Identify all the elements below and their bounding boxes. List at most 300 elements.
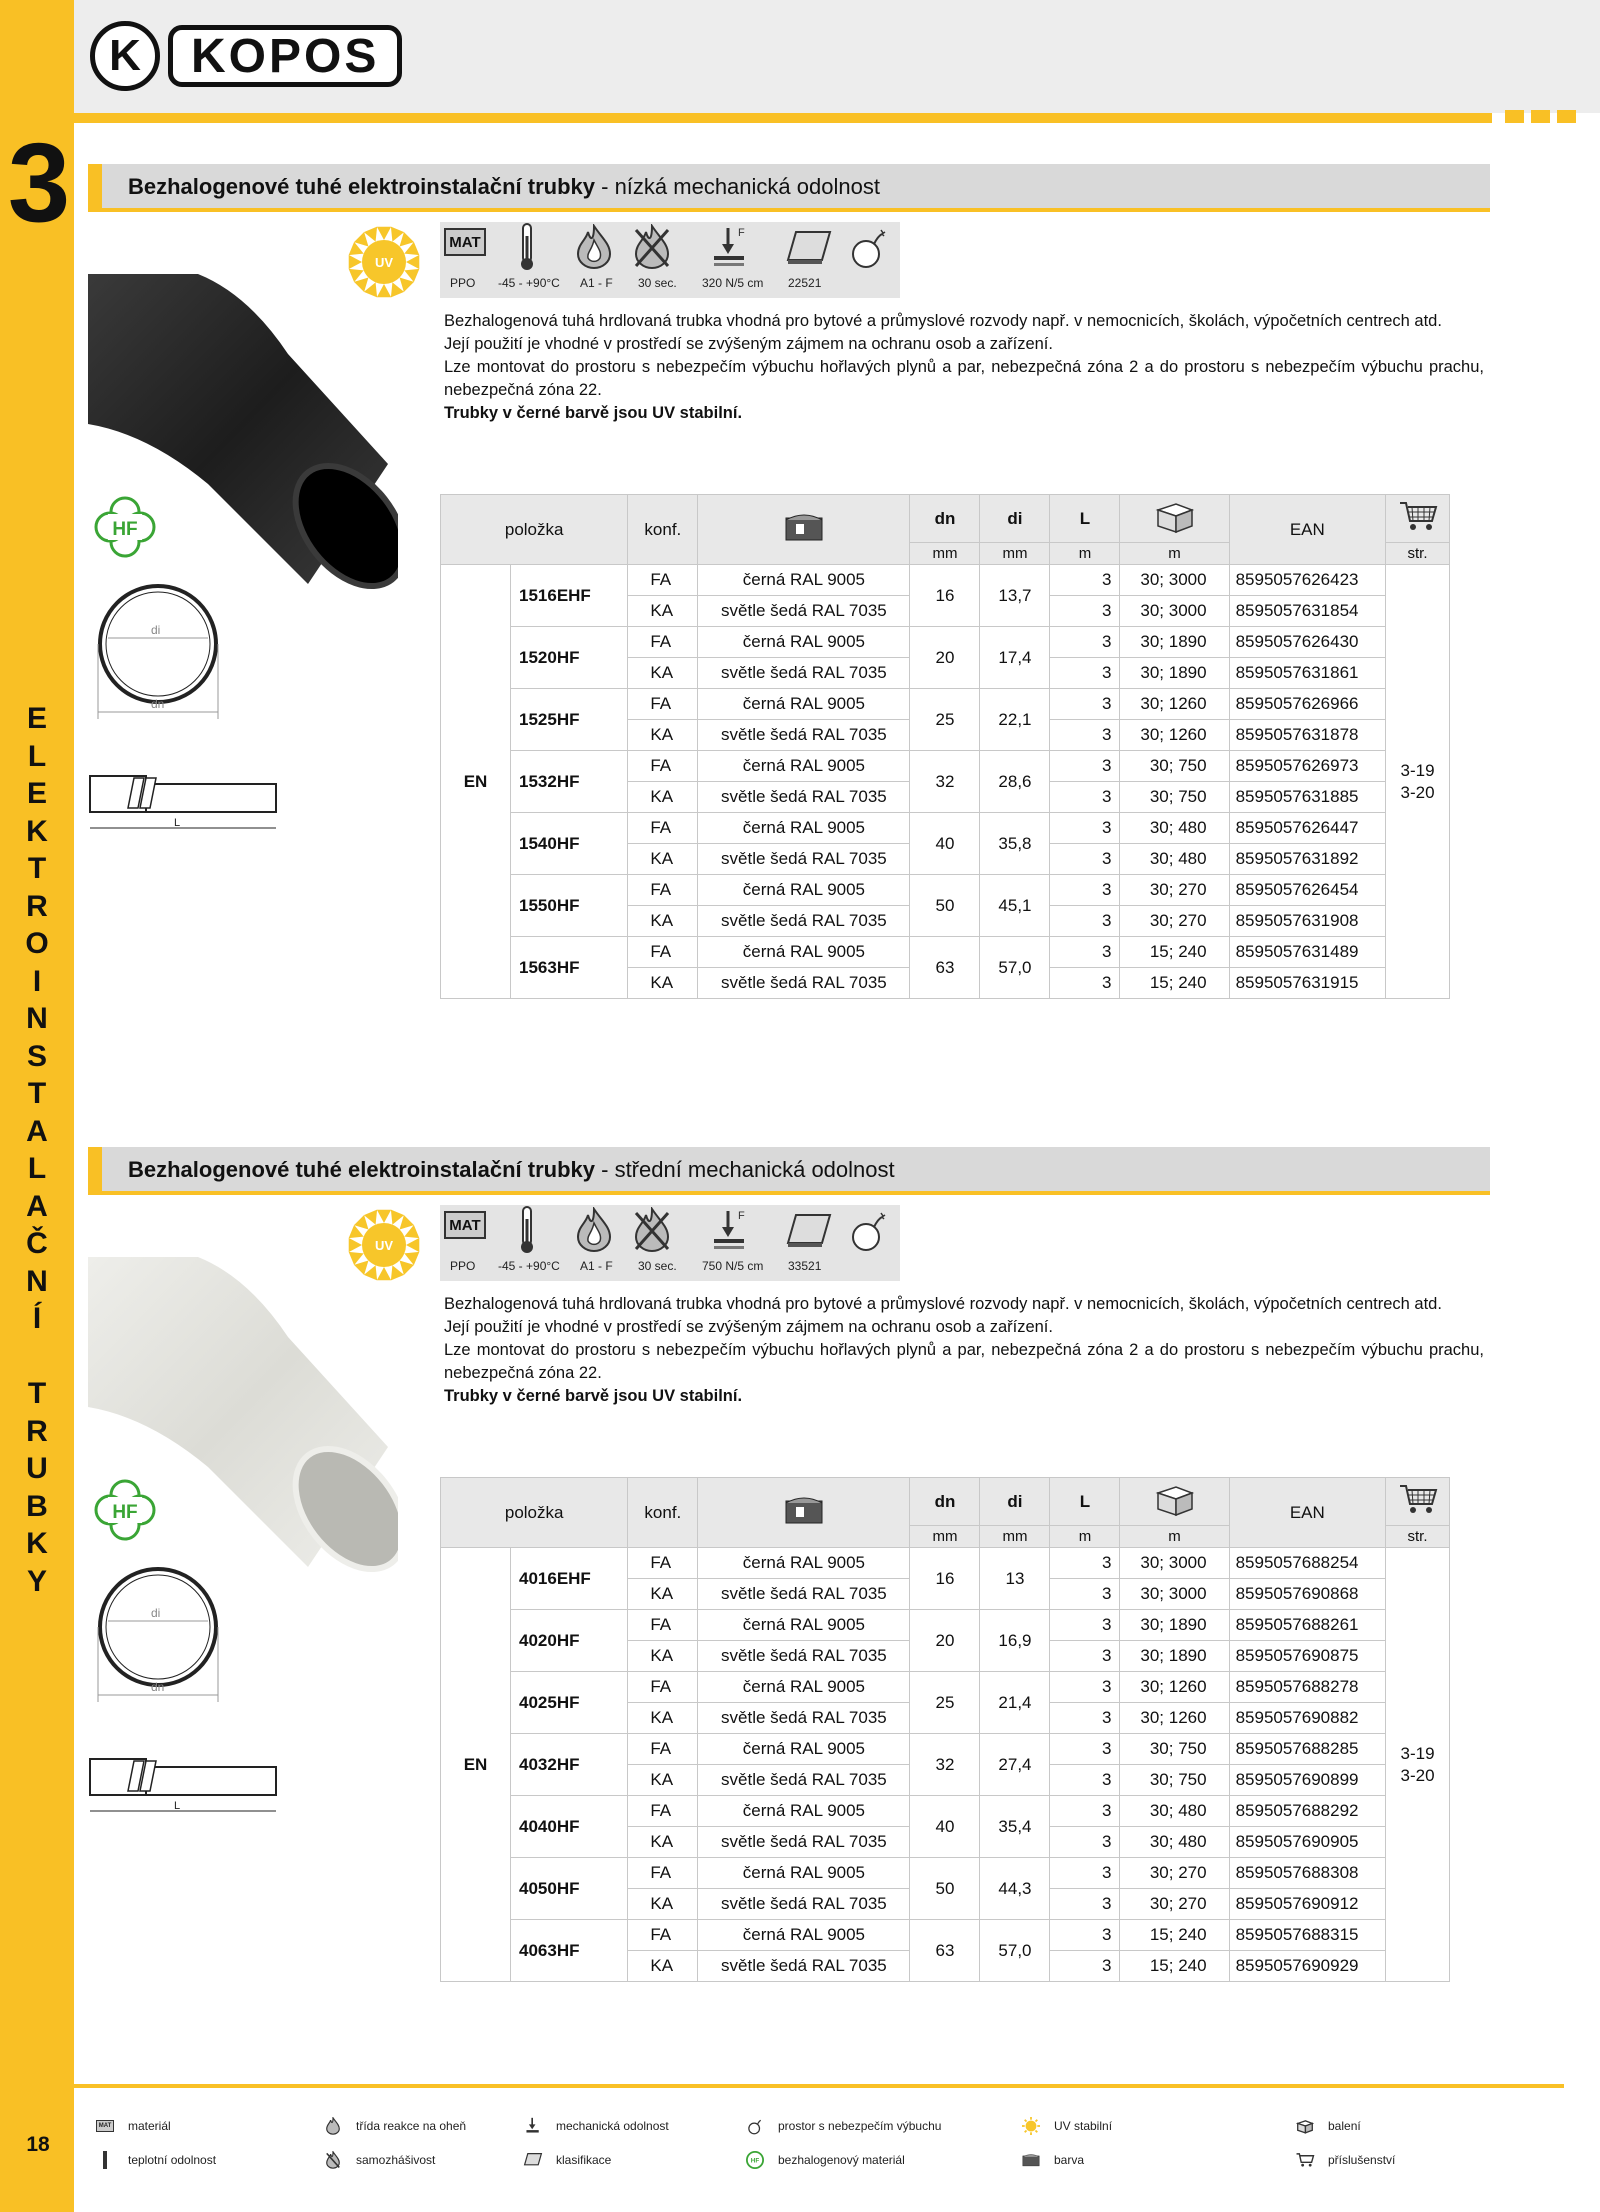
- col-header-item: položka: [441, 1478, 628, 1548]
- diagram-label-dn: dn: [151, 1680, 165, 1694]
- ean-cell: 8595057688315: [1229, 1920, 1385, 1951]
- legend-item: [322, 2150, 435, 2170]
- col-header-dn: dn: [910, 1478, 980, 1526]
- color-cell: černá RAL 9005: [698, 1858, 910, 1889]
- vertical-title-letter: A: [26, 1114, 48, 1148]
- unit-page: str.: [1386, 543, 1450, 565]
- table-row: [441, 813, 1450, 844]
- uv-stable-icon: [346, 1207, 422, 1283]
- length-cell: 3: [1050, 813, 1120, 844]
- halogen-free-icon: [92, 1477, 158, 1543]
- pack-cell: 30; 3000: [1120, 565, 1229, 596]
- unit-l: m: [1050, 1526, 1120, 1548]
- pack-cell: 30; 480: [1120, 1827, 1229, 1858]
- length-cell: 3: [1050, 658, 1120, 689]
- chapter-vertical-title: [14, 700, 60, 1600]
- di-cell: 17,4: [980, 627, 1050, 689]
- table-row: [441, 1672, 1450, 1703]
- chapter-number: 3: [7, 120, 71, 245]
- color-cell: černá RAL 9005: [698, 565, 910, 596]
- konf-cell: FA: [628, 1610, 698, 1641]
- table-row: [441, 937, 1450, 968]
- color-cell: světle šedá RAL 7035: [698, 1703, 910, 1734]
- svg-text:UV: UV: [374, 255, 394, 270]
- vertical-title-letter: R: [26, 1414, 48, 1448]
- ean-cell: 8595057626447: [1229, 813, 1385, 844]
- legend-item: [744, 2150, 905, 2170]
- table-row: [441, 1610, 1450, 1641]
- ean-cell: 8595057688254: [1229, 1548, 1385, 1579]
- length-cell: 3: [1050, 1765, 1120, 1796]
- length-cell: 3: [1050, 1548, 1120, 1579]
- sun-icon: [1020, 2116, 1042, 2136]
- length-cell: 3: [1050, 1951, 1120, 1982]
- unit-pack: m: [1120, 543, 1229, 565]
- cart-icon: [1294, 2150, 1316, 2170]
- footer-accent-line: [74, 2084, 1564, 2088]
- konf-cell: FA: [628, 627, 698, 658]
- flame-crossed-icon: [322, 2150, 344, 2170]
- di-cell: 57,0: [980, 1920, 1050, 1982]
- unit-dn: mm: [910, 1526, 980, 1548]
- legend-label: mechanická odolnost: [556, 2119, 669, 2133]
- length-cell: 3: [1050, 720, 1120, 751]
- property-value: 22521: [788, 276, 822, 290]
- product-description: [444, 1293, 1484, 1408]
- color-cell: světle šedá RAL 7035: [698, 658, 910, 689]
- ean-cell: 8595057690905: [1229, 1827, 1385, 1858]
- flame-icon: [574, 224, 614, 275]
- length-cell: 3: [1050, 1827, 1120, 1858]
- length-cell: 3: [1050, 627, 1120, 658]
- pack-cell: 30; 270: [1120, 1858, 1229, 1889]
- pack-cell: 30; 1260: [1120, 1703, 1229, 1734]
- vertical-title-letter: L: [27, 1152, 47, 1185]
- length-cell: 3: [1050, 937, 1120, 968]
- property-value: PPO: [450, 276, 476, 290]
- legend-item: [94, 2150, 216, 2170]
- col-header-konf: konf.: [628, 495, 698, 565]
- konf-cell: FA: [628, 875, 698, 906]
- di-cell: 27,4: [980, 1734, 1050, 1796]
- property-value: A1 - F: [580, 1259, 613, 1273]
- property-value: PPO: [450, 1259, 476, 1273]
- header-accent-line: [74, 113, 1492, 123]
- section-title: [128, 1157, 895, 1183]
- item-code: 1525HF: [511, 689, 628, 751]
- product-section-medium: [74, 1147, 1600, 2027]
- ean-cell: 8595057688292: [1229, 1796, 1385, 1827]
- unit-l: m: [1050, 543, 1120, 565]
- norm-cell: EN: [441, 565, 511, 999]
- col-header-di: di: [980, 1478, 1050, 1526]
- di-cell: 35,4: [980, 1796, 1050, 1858]
- ean-cell: 8595057626973: [1229, 751, 1385, 782]
- pack-cell: 30; 1260: [1120, 720, 1229, 751]
- length-cell: 3: [1050, 1579, 1120, 1610]
- length-cell: 3: [1050, 1889, 1120, 1920]
- col-header-ean: EAN: [1229, 1478, 1385, 1548]
- vertical-title-letter: N: [26, 1264, 48, 1298]
- item-code: 4016EHF: [511, 1548, 628, 1610]
- legend-label: příslušenství: [1328, 2153, 1396, 2167]
- length-cell: 3: [1050, 1672, 1120, 1703]
- section-title-bar: [88, 164, 1490, 212]
- thermometer-icon: [516, 222, 538, 277]
- pack-cell: 30; 3000: [1120, 596, 1229, 627]
- length-cell: 3: [1050, 1858, 1120, 1889]
- pack-cell: 30; 1890: [1120, 1641, 1229, 1672]
- color-cell: černá RAL 9005: [698, 937, 910, 968]
- page-ref: 3-19: [1400, 1743, 1435, 1763]
- vertical-title-letter: Í: [32, 1302, 42, 1335]
- ean-cell: 8595057690868: [1229, 1579, 1385, 1610]
- konf-cell: KA: [628, 782, 698, 813]
- section-title-rest: - nízká mechanická odolnost: [595, 174, 880, 199]
- pack-cell: 30; 480: [1120, 1796, 1229, 1827]
- hf-icon: [744, 2150, 766, 2170]
- legend-item: [94, 2116, 171, 2136]
- legend-label: UV stabilní: [1054, 2119, 1113, 2133]
- unit-di: mm: [980, 1526, 1050, 1548]
- impact-icon: [710, 1209, 750, 1258]
- ean-cell: 8595057688308: [1229, 1858, 1385, 1889]
- description-uv-note: Trubky v černé barvě jsou UV stabilní.: [444, 1387, 743, 1405]
- color-cell: černá RAL 9005: [698, 627, 910, 658]
- di-cell: 57,0: [980, 937, 1050, 999]
- col-header-l: L: [1050, 1478, 1120, 1526]
- item-code: 1520HF: [511, 627, 628, 689]
- konf-cell: KA: [628, 1765, 698, 1796]
- table-row: [441, 1548, 1450, 1579]
- dn-cell: 16: [910, 565, 980, 627]
- legend-item: [522, 2116, 669, 2136]
- vertical-title-letter: B: [26, 1489, 48, 1523]
- page-ref: 3-20: [1400, 1765, 1435, 1785]
- table-row: [441, 751, 1450, 782]
- ean-cell: 8595057631489: [1229, 937, 1385, 968]
- legend-item: [1294, 2150, 1395, 2170]
- length-cell: 3: [1050, 689, 1120, 720]
- ean-cell: 8595057626966: [1229, 689, 1385, 720]
- ean-cell: 8595057626454: [1229, 875, 1385, 906]
- pack-cell: 30; 750: [1120, 1765, 1229, 1796]
- color-cell: černá RAL 9005: [698, 1734, 910, 1765]
- section-title-rest: - střední mechanická odolnost: [595, 1157, 895, 1182]
- vertical-title-letter: T: [27, 1077, 47, 1110]
- dn-cell: 20: [910, 627, 980, 689]
- color-icon: [782, 529, 826, 548]
- dn-cell: 25: [910, 689, 980, 751]
- item-code: 4032HF: [511, 1734, 628, 1796]
- legend-label: prostor s nebezpečím výbuchu: [778, 2119, 942, 2133]
- legend-item: [1020, 2150, 1084, 2170]
- col-header-color: [698, 495, 910, 565]
- uv-stable-icon: [346, 224, 422, 300]
- color-icon: [782, 1512, 826, 1531]
- norm-cell: EN: [441, 1548, 511, 1982]
- unit-dn: mm: [910, 543, 980, 565]
- svg-text:HF: HF: [112, 519, 138, 540]
- color-cell: černá RAL 9005: [698, 1920, 910, 1951]
- col-header-item: položka: [441, 495, 628, 565]
- header-accent-blocks: [1505, 110, 1576, 123]
- description-paragraph: Lze montovat do prostoru s nebezpečím výbuchu hořlavých plynů a par, nebezpečná zóna 2 a do prostoru s nebezpečím výbuchu prachu, nebezpečná zóna 22.: [444, 1341, 1484, 1382]
- vertical-title-letter: S: [26, 1039, 47, 1073]
- cross-section-diagram: [96, 584, 276, 734]
- item-code: 1516EHF: [511, 565, 628, 627]
- length-cell: 3: [1050, 844, 1120, 875]
- dn-cell: 16: [910, 1548, 980, 1610]
- table-row: [441, 875, 1450, 906]
- pack-cell: 30; 480: [1120, 813, 1229, 844]
- property-value: 30 sec.: [638, 1259, 677, 1273]
- length-cell: 3: [1050, 751, 1120, 782]
- pack-cell: 30; 3000: [1120, 1548, 1229, 1579]
- length-cell: 3: [1050, 968, 1120, 999]
- konf-cell: KA: [628, 720, 698, 751]
- konf-cell: KA: [628, 658, 698, 689]
- pack-cell: 30; 750: [1120, 1734, 1229, 1765]
- item-code: 1532HF: [511, 751, 628, 813]
- color-cell: černá RAL 9005: [698, 813, 910, 844]
- pack-cell: 30; 750: [1120, 751, 1229, 782]
- length-cell: 3: [1050, 906, 1120, 937]
- property-values: [440, 276, 900, 294]
- logo-mark: K: [90, 21, 160, 91]
- ean-cell: 8595057631915: [1229, 968, 1385, 999]
- konf-cell: KA: [628, 1579, 698, 1610]
- color-cell: černá RAL 9005: [698, 1610, 910, 1641]
- length-cell: 3: [1050, 565, 1120, 596]
- box-icon: [1294, 2116, 1316, 2136]
- length-cell: 3: [1050, 1796, 1120, 1827]
- pack-cell: 30; 1260: [1120, 1672, 1229, 1703]
- di-cell: 22,1: [980, 689, 1050, 751]
- dn-cell: 32: [910, 1734, 980, 1796]
- table-row: [441, 1796, 1450, 1827]
- icon-legend: [94, 2116, 1514, 2186]
- di-cell: 35,8: [980, 813, 1050, 875]
- title-marker: [88, 1147, 102, 1191]
- vertical-title-letter: Č: [26, 1227, 48, 1260]
- length-cell: 3: [1050, 1641, 1120, 1672]
- konf-cell: FA: [628, 565, 698, 596]
- description-paragraph: Její použití je vhodné v prostředí se zvýšeným zájmem na ochranu osob a zařízení.: [444, 1318, 1053, 1336]
- col-header-ean: EAN: [1229, 495, 1385, 565]
- legend-item: [322, 2116, 466, 2136]
- color-cell: světle šedá RAL 7035: [698, 1765, 910, 1796]
- page-ref: 3-20: [1400, 782, 1435, 802]
- side-view-diagram: [88, 1751, 278, 1831]
- col-header-accessory: [1386, 495, 1450, 543]
- cart-icon: [1398, 1501, 1438, 1520]
- thermometer-icon: [516, 1205, 538, 1260]
- legend-label: samozhášivost: [356, 2153, 436, 2167]
- property-value: 30 sec.: [638, 276, 677, 290]
- table-row: [441, 565, 1450, 596]
- pack-cell: 30; 480: [1120, 844, 1229, 875]
- flame-crossed-icon: [632, 224, 672, 275]
- pack-cell: 30; 3000: [1120, 1579, 1229, 1610]
- table-row: [441, 627, 1450, 658]
- ean-cell: 8595057631892: [1229, 844, 1385, 875]
- col-header-dn: dn: [910, 495, 980, 543]
- vertical-title-letter: A: [26, 1189, 48, 1223]
- section-title-bold: Bezhalogenové tuhé elektroinstalační trubky: [128, 174, 596, 199]
- col-header-pack: [1120, 1478, 1229, 1526]
- description-paragraph: Bezhalogenová tuhá hrdlovaná trubka vhodná pro bytové a průmyslové rozvody např. v nemocnicích, školách, výpočetních centrech atd.: [444, 1295, 1442, 1313]
- table-row: [441, 1734, 1450, 1765]
- di-cell: 16,9: [980, 1610, 1050, 1672]
- diagram-label-di: di: [151, 623, 161, 637]
- color-cell: světle šedá RAL 7035: [698, 720, 910, 751]
- ean-cell: 8595057690875: [1229, 1641, 1385, 1672]
- pack-cell: 15; 240: [1120, 1951, 1229, 1982]
- title-marker: [88, 164, 102, 208]
- item-code: 1540HF: [511, 813, 628, 875]
- vertical-title-letter: T: [27, 852, 47, 885]
- description-paragraph: Lze montovat do prostoru s nebezpečím výbuchu hořlavých plynů a par, nebezpečná zóna 2 a do prostoru s nebezpečím výbuchu prachu, nebezpečná zóna 22.: [444, 358, 1484, 399]
- dn-cell: 63: [910, 937, 980, 999]
- color-cell: černá RAL 9005: [698, 689, 910, 720]
- ean-cell: 8595057688278: [1229, 1672, 1385, 1703]
- length-cell: 3: [1050, 596, 1120, 627]
- pack-cell: 30; 270: [1120, 906, 1229, 937]
- section-title: [128, 174, 880, 200]
- ean-cell: 8595057631878: [1229, 720, 1385, 751]
- property-value: -45 - +90°C: [498, 276, 560, 290]
- flame-icon: [574, 1207, 614, 1258]
- box-icon: [1154, 519, 1196, 538]
- property-icon-strip: [440, 222, 900, 298]
- page-ref-cell: [1386, 565, 1450, 999]
- thermometer-icon: [94, 2150, 116, 2170]
- konf-cell: FA: [628, 751, 698, 782]
- table-row: [441, 689, 1450, 720]
- konf-cell: FA: [628, 813, 698, 844]
- pack-cell: 15; 240: [1120, 937, 1229, 968]
- property-value: 320 N/5 cm: [702, 276, 764, 290]
- ean-cell: 8595057690912: [1229, 1889, 1385, 1920]
- svg-text:F: F: [738, 1210, 745, 1222]
- property-icons: [440, 1205, 900, 1255]
- vertical-title-letter: Y: [26, 1564, 47, 1598]
- pack-cell: 30; 750: [1120, 782, 1229, 813]
- dn-cell: 25: [910, 1672, 980, 1734]
- property-value: 33521: [788, 1259, 822, 1273]
- ean-cell: 8595057690929: [1229, 1951, 1385, 1982]
- konf-cell: KA: [628, 1951, 698, 1982]
- konf-cell: KA: [628, 1889, 698, 1920]
- color-cell: světle šedá RAL 7035: [698, 596, 910, 627]
- description-paragraph: Bezhalogenová tuhá hrdlovaná trubka vhodná pro bytové a průmyslové rozvody např. v nemocnicích, školách, výpočetních centrech atd.: [444, 312, 1442, 330]
- unit-page: str.: [1386, 1526, 1450, 1548]
- vertical-title-letter: N: [26, 1002, 48, 1035]
- ean-cell: 8595057690899: [1229, 1765, 1385, 1796]
- item-code: 4040HF: [511, 1796, 628, 1858]
- property-value: A1 - F: [580, 276, 613, 290]
- bomb-icon: [744, 2116, 766, 2136]
- dn-cell: 50: [910, 1858, 980, 1920]
- description-uv-note: Trubky v černé barvě jsou UV stabilní.: [444, 404, 743, 422]
- mat-icon: MAT: [94, 2116, 116, 2136]
- konf-cell: KA: [628, 968, 698, 999]
- color-cell: světle šedá RAL 7035: [698, 1579, 910, 1610]
- color-cell: černá RAL 9005: [698, 1672, 910, 1703]
- color-cell: černá RAL 9005: [698, 751, 910, 782]
- item-code: 4050HF: [511, 1858, 628, 1920]
- item-code: 1550HF: [511, 875, 628, 937]
- unit-pack: m: [1120, 1526, 1229, 1548]
- legend-item: [1020, 2116, 1112, 2136]
- ean-cell: 8595057631885: [1229, 782, 1385, 813]
- legend-item: [522, 2150, 611, 2170]
- vertical-title-letter: T: [27, 1377, 47, 1410]
- di-cell: 28,6: [980, 751, 1050, 813]
- konf-cell: KA: [628, 844, 698, 875]
- property-value: -45 - +90°C: [498, 1259, 560, 1273]
- dn-cell: 50: [910, 875, 980, 937]
- plate-icon: [786, 1211, 832, 1256]
- unit-di: mm: [980, 543, 1050, 565]
- konf-cell: FA: [628, 937, 698, 968]
- ean-cell: 8595057626430: [1229, 627, 1385, 658]
- length-cell: 3: [1050, 875, 1120, 906]
- bomb-icon: [848, 1209, 888, 1258]
- flame-icon: [322, 2116, 344, 2136]
- color-cell: světle šedá RAL 7035: [698, 1641, 910, 1672]
- col-header-pack: [1120, 495, 1229, 543]
- diagram-label-l: L: [174, 1800, 181, 1812]
- product-description: [444, 310, 1484, 425]
- color-cell: světle šedá RAL 7035: [698, 1889, 910, 1920]
- cart-icon: [1398, 518, 1438, 537]
- vertical-title-letter: I: [32, 964, 42, 998]
- vertical-title-letter: R: [26, 889, 48, 923]
- length-cell: 3: [1050, 1610, 1120, 1641]
- svg-text:F: F: [738, 227, 745, 239]
- halogen-free-icon: [92, 494, 158, 560]
- vertical-title-letter: K: [26, 1527, 48, 1560]
- description-paragraph: Její použití je vhodné v prostředí se zvýšeným zájmem na ochranu osob a zařízení.: [444, 335, 1053, 353]
- legend-label: klasifikace: [556, 2153, 612, 2167]
- page-ref: 3-19: [1400, 760, 1435, 780]
- vertical-title-letter: U: [26, 1452, 48, 1485]
- ean-cell: 8595057631908: [1229, 906, 1385, 937]
- legend-label: balení: [1328, 2119, 1361, 2133]
- col-header-di: di: [980, 495, 1050, 543]
- pack-cell: 30; 270: [1120, 1889, 1229, 1920]
- table-row: [441, 1920, 1450, 1951]
- pack-cell: 30; 1890: [1120, 658, 1229, 689]
- dn-cell: 63: [910, 1920, 980, 1982]
- konf-cell: FA: [628, 1548, 698, 1579]
- di-cell: 21,4: [980, 1672, 1050, 1734]
- product-table: [440, 494, 1450, 999]
- ean-cell: 8595057690882: [1229, 1703, 1385, 1734]
- side-view-diagram: [88, 768, 278, 848]
- property-values: [440, 1259, 900, 1277]
- kopos-logo: [90, 20, 402, 92]
- vertical-title-letter: E: [26, 702, 47, 735]
- legend-label: třída reakce na oheň: [356, 2119, 467, 2133]
- diagram-label-di: di: [151, 1606, 161, 1620]
- pack-cell: 30; 1260: [1120, 689, 1229, 720]
- konf-cell: FA: [628, 1796, 698, 1827]
- impact-icon: [710, 226, 750, 275]
- property-icons: [440, 222, 900, 272]
